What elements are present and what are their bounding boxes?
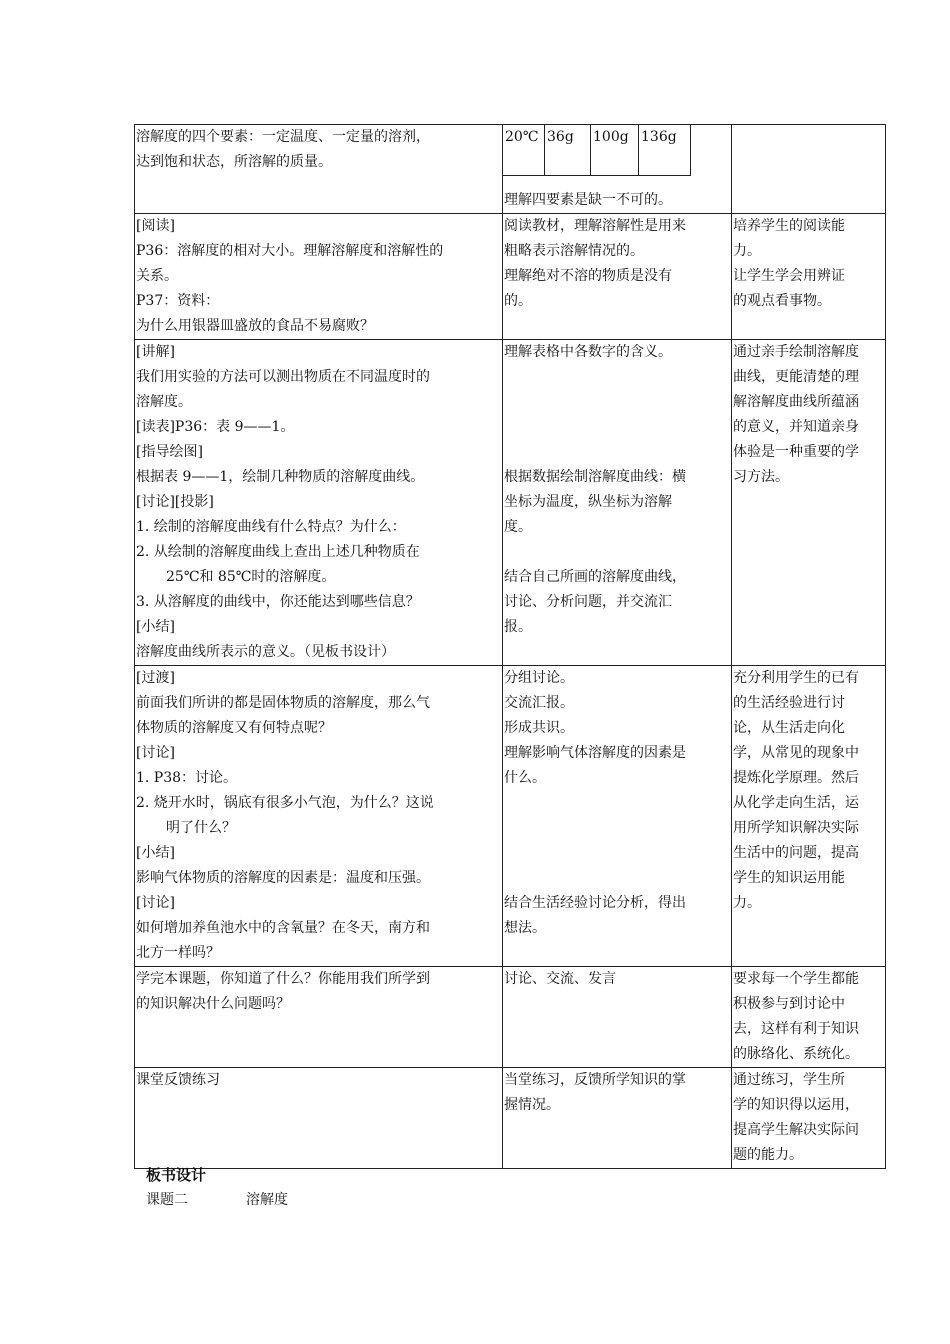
text-line — [504, 540, 730, 565]
design-intent-cell — [732, 666, 886, 967]
design-intent-cell — [732, 967, 886, 1068]
text-line: 形成共识。 — [504, 720, 574, 736]
text-line — [504, 841, 730, 866]
text-line: 通过亲手绘制溶解度 — [733, 344, 859, 360]
content-cell — [135, 125, 503, 214]
text-line: [过渡] — [136, 670, 175, 686]
design-intent-cell — [732, 214, 886, 340]
text-line: 溶解度的四个要素：一定温度、一定量的溶剂， — [136, 129, 430, 145]
text-line: 3. 从溶解度的曲线中，你还能达到哪些信息？ — [136, 594, 420, 610]
content-cell — [135, 1068, 503, 1169]
student-activity-cell — [503, 125, 732, 214]
text-line: 溶解度曲线所表示的意义。（见板书设计） — [136, 644, 395, 660]
design-intent-cell — [732, 340, 886, 666]
text-line: 课堂反馈练习 — [136, 1072, 220, 1088]
text-line: 学完本课题，你知道了什么？你能用我们所学到 — [136, 971, 430, 987]
text-line: [小结] — [136, 619, 175, 635]
text-line: 要求每一个学生都能 — [733, 971, 859, 987]
text-line: 分组讨论。 — [504, 670, 574, 686]
text-line: [读表]P36：表 9——1。 — [136, 419, 295, 435]
text-line: 阅读教材，理解溶解性是用来 — [504, 218, 686, 234]
table-row — [135, 340, 886, 666]
text-line: 的生活经验进行讨 — [733, 695, 845, 711]
text-line: 的。 — [504, 293, 532, 309]
text-line: 25℃和 85℃时的溶解度。 — [166, 569, 336, 585]
example-temperature: 20℃ — [503, 125, 545, 176]
text-line: [阅读] — [136, 218, 175, 234]
text-line: 理解绝对不溶的物质是没有 — [504, 268, 672, 284]
text-line: 讨论、交流、发言 — [504, 971, 616, 987]
text-line: 关系。 — [136, 268, 178, 284]
four-elements-note: 理解四要素是缺一不可的。 — [504, 192, 672, 208]
text-line: 想法。 — [504, 920, 546, 936]
text-line: P36：溶解度的相对大小。理解溶解度和溶解性的 — [136, 243, 444, 259]
text-line: 的观点看事物。 — [733, 293, 831, 309]
table-row — [135, 125, 886, 214]
student-activity-cell — [503, 340, 732, 666]
text-line: 体物质的溶解度又有何特点呢？ — [136, 720, 332, 736]
text-line: 明了什么？ — [166, 820, 236, 836]
content-cell — [135, 967, 503, 1068]
student-activity-cell — [503, 214, 732, 340]
text-line: 根据数据绘制溶解度曲线：横 — [504, 469, 686, 485]
text-line: 生活中的问题，提高 — [733, 845, 859, 861]
text-line: 坐标为温度，纵坐标为溶解 — [504, 494, 672, 510]
text-line: 曲线，更能清楚的理 — [733, 369, 859, 385]
topic-label: 课题二 — [146, 1192, 188, 1208]
text-line: 让学生学会用辨证 — [733, 268, 845, 284]
text-line: 力。 — [733, 243, 761, 259]
text-line: 的知识解决什么问题吗？ — [136, 996, 290, 1012]
text-line: 2. 烧开水时，锅底有很多小气泡，为什么？这说 — [136, 795, 434, 811]
text-line: 理解影响气体溶解度的因素是 — [504, 745, 686, 761]
solubility-example-table — [503, 125, 692, 177]
text-line: 学，从常见的现象中 — [733, 745, 859, 761]
content-cell — [135, 666, 503, 967]
topic-name: 溶解度 — [246, 1192, 288, 1208]
student-activity-cell — [503, 666, 732, 967]
text-line: 题的能力。 — [733, 1147, 803, 1163]
content-cell — [135, 340, 503, 666]
text-line: 握情况。 — [504, 1097, 560, 1113]
text-line: [讨论] — [136, 895, 175, 911]
text-line: 根据表 9——1，绘制几种物质的溶解度曲线。 — [136, 469, 425, 485]
text-line: 1. 绘制的溶解度曲线有什么特点？为什么： — [136, 519, 406, 535]
table-row — [135, 666, 886, 967]
design-intent-cell — [732, 125, 886, 214]
text-line: 习方法。 — [733, 469, 789, 485]
text-line: 溶解度。 — [136, 394, 192, 410]
text-line: 北方一样吗？ — [136, 945, 220, 961]
text-line: 1. P38：讨论。 — [136, 770, 238, 786]
text-line — [504, 866, 730, 891]
text-line: 去，这样有利于知识 — [733, 1021, 859, 1037]
text-line — [504, 791, 730, 816]
text-line: [小结] — [136, 845, 175, 861]
text-line: 的脉络化、系统化。 — [733, 1046, 859, 1062]
content-cell — [135, 214, 503, 340]
text-line: 理解表格中各数字的含义。 — [504, 344, 672, 360]
text-line: 粗略表示溶解情况的。 — [504, 243, 644, 259]
table-row — [135, 1068, 886, 1169]
student-activity-cell — [503, 967, 732, 1068]
text-line: 什么。 — [504, 770, 546, 786]
example-solvent-mass: 100g — [591, 125, 639, 176]
text-line: 的意义，并知道亲身 — [733, 419, 859, 435]
student-activity-cell — [503, 1068, 732, 1169]
text-line: 前面我们所讲的都是固体物质的溶解度，那么气 — [136, 695, 430, 711]
text-line: 充分利用学生的已有 — [733, 670, 859, 686]
text-line: 达到饱和状态，所溶解的质量。 — [136, 154, 332, 170]
text-line: 提高学生解决实际问 — [733, 1122, 859, 1138]
text-line: [指导绘图] — [136, 444, 203, 460]
text-line: 用所学知识解决实际 — [733, 820, 859, 836]
text-line: 从化学走向生活，运 — [733, 795, 859, 811]
text-line: 报。 — [504, 619, 532, 635]
board-design-title: 板书设计 — [146, 1166, 207, 1184]
text-line: 体验是一种重要的学 — [733, 444, 859, 460]
text-line: 影响气体物质的溶解度的因素是：温度和压强。 — [136, 870, 430, 886]
text-line: [讨论] — [136, 745, 175, 761]
text-line: 2. 从绘制的溶解度曲线上查出上述几种物质在 — [136, 544, 420, 560]
table-row — [135, 214, 886, 340]
text-line: 学的知识得以运用， — [733, 1097, 859, 1113]
text-line: 讨论、分析问题，并交流汇 — [504, 594, 672, 610]
text-line: [讲解] — [136, 344, 175, 360]
text-line: 结合生活经验讨论分析，得出 — [504, 895, 686, 911]
text-line: 学生的知识运用能 — [733, 870, 845, 886]
text-line — [504, 415, 730, 440]
text-line: 我们用实验的方法可以测出物质在不同温度时的 — [136, 369, 430, 385]
text-line — [504, 816, 730, 841]
board-topic — [146, 1189, 288, 1211]
text-line: 力。 — [733, 895, 761, 911]
text-line: P37：资料： — [136, 293, 220, 309]
text-line: [讨论][投影] — [136, 494, 214, 510]
text-line: 结合自己所画的溶解度曲线， — [504, 569, 686, 585]
text-line: 培养学生的阅读能 — [733, 218, 845, 234]
text-line: 交流汇报。 — [504, 695, 574, 711]
text-line — [504, 390, 730, 415]
text-line: 为什么用银器皿盛放的食品不易腐败？ — [136, 318, 374, 334]
lesson-plan-table — [134, 124, 886, 1169]
text-line: 积极参与到讨论中 — [733, 996, 845, 1012]
text-line — [504, 365, 730, 390]
text-line: 提炼化学原理。然后 — [733, 770, 859, 786]
text-line: 解溶解度曲线所蕴涵 — [733, 394, 859, 410]
table-row — [135, 967, 886, 1068]
example-solute-mass: 36g — [545, 125, 591, 176]
text-line: 如何增加养鱼池水中的含氧量？在冬天，南方和 — [136, 920, 430, 936]
text-line: 当堂练习，反馈所学知识的掌 — [504, 1072, 686, 1088]
text-line: 通过练习，学生所 — [733, 1072, 845, 1088]
example-solution-mass: 136g — [639, 125, 691, 176]
text-line: 论，从生活走向化 — [733, 720, 845, 736]
text-line — [504, 440, 730, 465]
design-intent-cell — [732, 1068, 886, 1169]
text-line: 度。 — [504, 519, 532, 535]
